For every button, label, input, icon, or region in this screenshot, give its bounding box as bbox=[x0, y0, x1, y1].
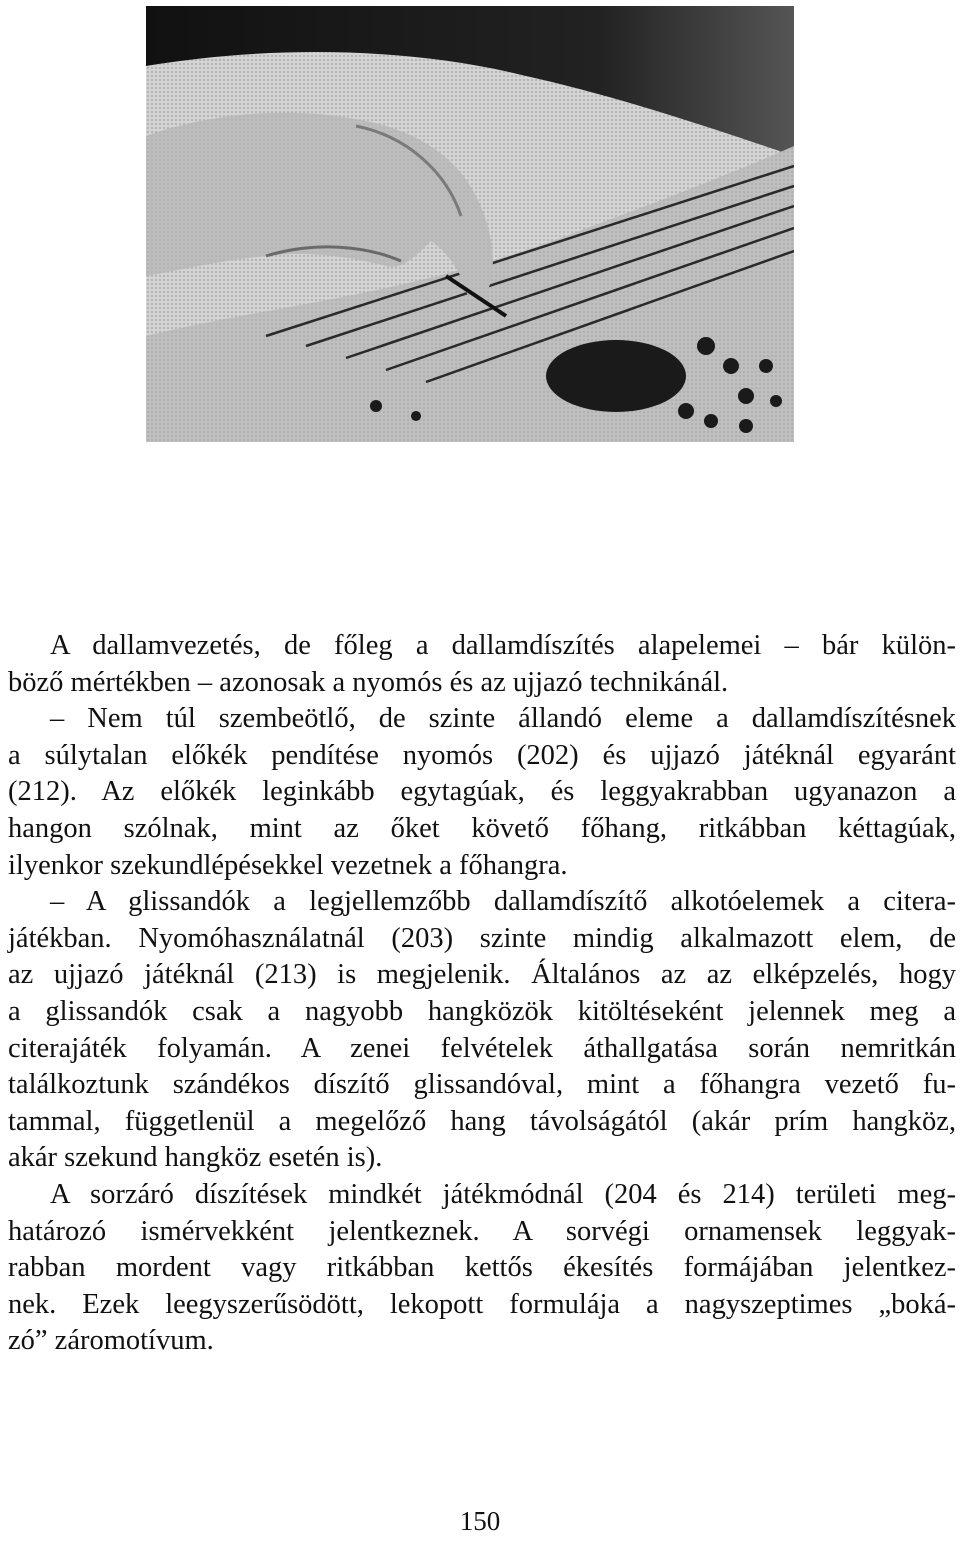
text-line: zó” záromotívum. bbox=[8, 1325, 214, 1357]
text-line: az ujjazó játéknál (213) is megjelenik. Általános az az elképzelés, hogy bbox=[8, 959, 956, 991]
text-line: A sorzáró díszítések mindkét játékmódnál (204 és 214) területi meg- bbox=[50, 1178, 956, 1210]
body-text bbox=[8, 628, 956, 1360]
text-line: találkoztunk szándékos díszítő glissandóval, mint a főhangra vezető fu- bbox=[8, 1069, 956, 1101]
text-line: hangon szólnak, mint az őket követő főhang, ritkábban kéttagúak, bbox=[8, 812, 956, 844]
text-line: nek. Ezek leegyszerűsödött, lekopott formulája a nagyszeptimes „boká- bbox=[8, 1288, 956, 1320]
paragraph-4 bbox=[8, 1177, 956, 1360]
text-line: rabban mordent vagy ritkábban kettős ékesítés formájában jelentkez- bbox=[8, 1252, 956, 1284]
text-line: a glissandók csak a nagyobb hangközök kitöltéseként jelennek meg a bbox=[8, 995, 956, 1027]
text-line: A dallamvezetés, de főleg a dallamdíszítés alapelemei – bár külön- bbox=[50, 630, 956, 661]
paragraph-1 bbox=[8, 628, 956, 701]
text-line: határozó ismérvekként jelentkeznek. A sorvégi ornamensek leggyak- bbox=[8, 1215, 956, 1247]
text-line: – Nem túl szembeötlő, de szinte állandó eleme a dallamdíszítésnek bbox=[50, 703, 956, 735]
text-line: citerajáték folyamán. A zenei felvételek áthallgatása során nemritkán bbox=[8, 1032, 956, 1064]
text-line: (212). Az előkék leginkább egytagúak, és leggyakrabban ugyanazon a bbox=[8, 776, 956, 808]
text-line: a súlytalan előkék pendítése nyomós (202) és ujjazó játéknál egyaránt bbox=[8, 739, 956, 771]
page-number: 150 bbox=[459, 1506, 501, 1536]
photo-hand-plucking-zither-icon bbox=[146, 6, 794, 442]
text-line: tammal, függetlenül a megelőző hang távolságától (akár prím hangköz, bbox=[8, 1105, 956, 1137]
paragraph-3 bbox=[8, 884, 956, 1177]
text-line: ilyenkor szekundlépésekkel vezetnek a főhangra. bbox=[8, 849, 568, 881]
text-line: játékban. Nyomóhasználatnál (203) szinte mindig alkalmazott elem, de bbox=[8, 922, 956, 954]
text-line: böző mértékben – azonosak a nyomós és az ujjazó technikánál. bbox=[8, 666, 729, 698]
zither-photo bbox=[146, 6, 794, 442]
text-line: – A glissandók a legjellemzőbb dallamdíszítő alkotóelemek a citera- bbox=[50, 886, 956, 918]
paragraph-2 bbox=[8, 701, 956, 884]
text-line: akár szekund hangköz esetén is). bbox=[8, 1142, 383, 1174]
